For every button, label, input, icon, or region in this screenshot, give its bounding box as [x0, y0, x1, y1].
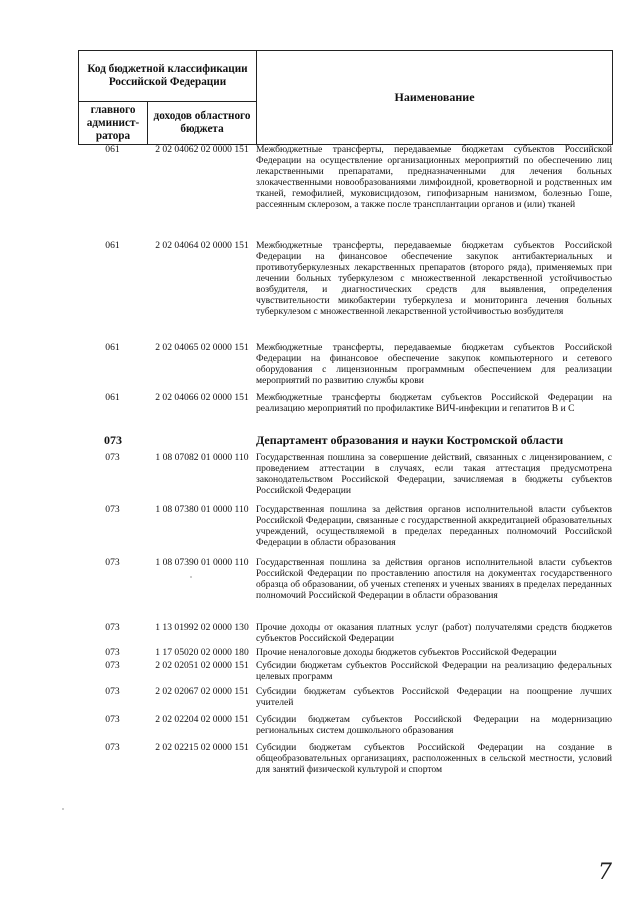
row-name: Межбюджетные трансферты, передаваемые бюджетам субъектов Российской Федерации на финансовое обеспечение закупок антибактериальных и противотуберкулезных лекарственных препаратов (второго ряда), применяемых при лечении больных туберкулезом с множественной лекарственной устойчивостью возбудителя, и диагностических средств для выявления, определения чувствительности микобактерии туберкулеза и мониторинга лечения больных туберкулезом с множественной лекарственной устойчивостью возбудителя	[256, 240, 612, 317]
row-name: Межбюджетные трансферты бюджетам субъектов Российской Федерации на реализацию мероприятий по профилактике ВИЧ-инфекции и гепатитов В и С	[256, 392, 612, 414]
header-income-column: доходов областного бюджета	[148, 102, 257, 145]
admin-code: 073	[105, 742, 120, 753]
row-name: Межбюджетные трансферты, передаваемые бюджетам субъектов Российской Федерации на осуществление организационных мероприятий по обеспечению лиц лекарственными препаратами, предназначенными для лечения больных злокачественными новообразованиями лимфоидной, кроветворной и родственных им тканей, гемофилией, муковисцидозом, гипофизарным нанизмом, болезнью Гоше, рассеянным склерозом, а также после трансплантации органов и (или) тканей	[256, 144, 612, 210]
scan-speck	[62, 808, 64, 810]
row-name: Государственная пошлина за действия органов исполнительной власти субъектов Российской Федерации по проставлению апостиля на документах государственного образца об образовании, об ученых степенях и ученых званиях в пределах переданных полномочий Российской Федерации в области образования	[256, 557, 612, 601]
admin-code: 061	[105, 144, 120, 155]
header-table	[78, 50, 613, 145]
budget-code: 2 02 04065 02 0000 151	[155, 342, 249, 353]
budget-code: 2 02 02204 02 0000 151	[155, 714, 249, 725]
admin-code: 073	[105, 622, 120, 633]
header-name-column: Наименование	[257, 51, 613, 145]
row-name: Государственная пошлина за совершение действий, связанных с лицензированием, с проведением аттестации в случаях, если такая аттестация предусмотрена законодательством Российской Федерации, зачисляемая в бюджеты субъектов Российской Федерации	[256, 452, 612, 496]
page-number: 7	[598, 860, 612, 885]
department-title: Департамент образования и науки Костромской области	[256, 433, 564, 447]
budget-code: 2 02 04066 02 0000 151	[155, 392, 249, 403]
budget-code: 1 08 07380 01 0000 110	[155, 504, 249, 515]
budget-code: 1 08 07082 01 0000 110	[155, 452, 249, 463]
row-name: Государственная пошлина за действия органов исполнительной власти субъектов Российской Федерации, связанные с государственной аккредитацией образовательных учреждений, осуществляемой в пределах переданных полномочий Российской Федерации в области образования	[256, 504, 612, 548]
row-name: Субсидии бюджетам субъектов Российской Федерации на модернизацию региональных систем дошкольного образования	[256, 714, 612, 736]
admin-code: 073	[105, 714, 120, 725]
admin-code: 073	[105, 452, 120, 463]
admin-code: 061	[105, 240, 120, 251]
header-admin-column: главного админист-ратора	[79, 102, 148, 145]
admin-code: 073	[105, 557, 120, 568]
row-name: Межбюджетные трансферты, передаваемые бюджетам субъектов Российской Федерации на финансовое обеспечение закупок компьютерного и сетевого оборудования с лицензионным программным обеспечением для реализации мероприятий по развитию службы крови	[256, 342, 612, 386]
budget-code: 2 02 04064 02 0000 151	[155, 240, 249, 251]
header-code-group: Код бюджетной классификации Российской Федерации	[79, 51, 257, 102]
admin-code: 073	[105, 647, 120, 658]
department-admin-code: 073	[104, 433, 122, 447]
admin-code: 061	[105, 392, 120, 403]
row-name: Субсидии бюджетам субъектов Российской Федерации на создание в общеобразовательных организациях, расположенных в сельской местности, условий для занятий физической культурой и спортом	[256, 742, 612, 775]
admin-code: 073	[105, 686, 120, 697]
budget-code: 1 13 01992 02 0000 130	[155, 622, 249, 633]
budget-code: 2 02 02215 02 0000 151	[155, 742, 249, 753]
admin-code: 073	[105, 504, 120, 515]
scan-speck	[190, 576, 192, 578]
budget-code: 2 02 04062 02 0000 151	[155, 144, 249, 155]
row-name: Прочие доходы от оказания платных услуг (работ) получателями средств бюджетов субъектов Российской Федерации	[256, 622, 612, 644]
budget-code: 2 02 02067 02 0000 151	[155, 686, 249, 697]
budget-code: 1 08 07390 01 0000 110	[155, 557, 249, 568]
row-name: Субсидии бюджетам субъектов Российской Федерации на реализацию федеральных целевых программ	[256, 660, 612, 682]
budget-code: 1 17 05020 02 0000 180	[155, 647, 249, 658]
budget-code: 2 02 02051 02 0000 151	[155, 660, 249, 671]
admin-code: 073	[105, 660, 120, 671]
row-name: Прочие неналоговые доходы бюджетов субъектов Российской Федерации	[256, 647, 557, 658]
admin-code: 061	[105, 342, 120, 353]
row-name: Субсидии бюджетам субъектов Российской Федерации на поощрение лучших учителей	[256, 686, 612, 708]
